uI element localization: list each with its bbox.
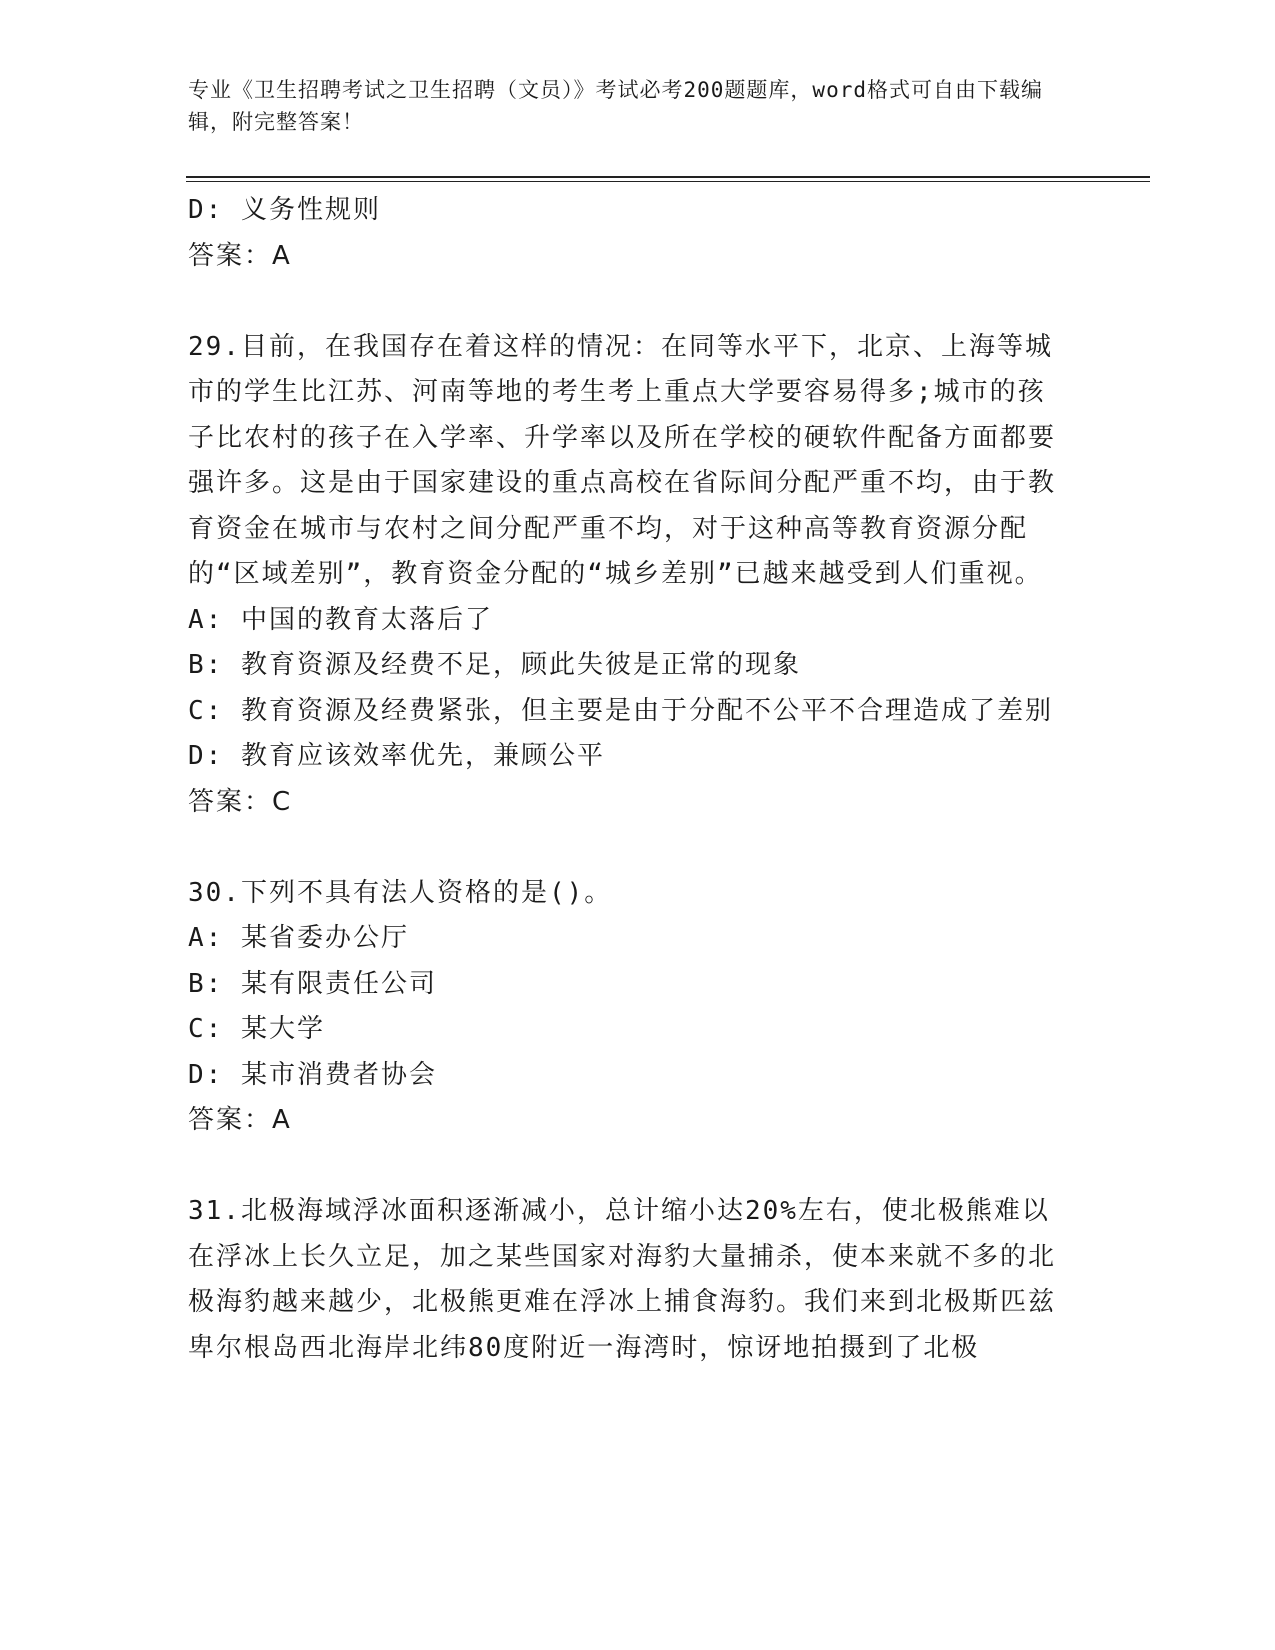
spacer: [188, 1144, 1068, 1190]
question-29-option-a: A: 中国的教育太落后了: [188, 604, 493, 635]
question-29-option-d: D: 教育应该效率优先，兼顾公平: [188, 741, 605, 771]
question-30-option-c: C: 某大学: [188, 1014, 325, 1044]
question-29-answer: 答案：C: [188, 786, 293, 817]
question-31-stem: 31.北极海域浮冰面积逐渐减小，总计缩小达20%左右，使北极熊难以在浮冰上长久立足，加之某些国家对海豹大量捕杀，使本来就不多的北极海豹越来越少，北极熊更难在浮冰上捕食海豹。我们来到北极斯匹兹卑尔根岛西北海岸北纬80度附近一海湾时，惊讶地拍摄到了北极: [188, 1196, 1057, 1363]
spacer: [188, 279, 1068, 325]
question-29-option-c: C: 教育资源及经费紧张，但主要是由于分配不公平不合理造成了差别: [188, 695, 1053, 726]
document-body: [188, 188, 1068, 1371]
question-29-stem: 29.目前，在我国存在着这样的情况：在同等水平下，北京、上海等城市的学生比江苏、河南等地的考生考上重点大学要容易得多;城市的孩子比农村的孩子在入学率、升学率以及所在学校的硬软件配备方面都要强许多。这是由于国家建设的重点高校在省际间分配严重不均，由于教育资金在城市与农村之间分配严重不均，对于这种高等教育资源分配的“区域差别”，教育资金分配的“城乡差别”已越来越受到人们重视。: [188, 331, 1057, 589]
header-divider-thick: [186, 176, 1150, 178]
document-header: 专业《卫生招聘考试之卫生招聘（文员）》考试必考200题题库，word格式可自由下载编辑，附完整答案！: [188, 78, 1043, 134]
question-30-answer: 答案：A: [188, 1105, 292, 1135]
question-30-option-d: D: 某市消费者协会: [188, 1059, 437, 1090]
spacer: [188, 825, 1068, 871]
question-30-option-a: A: 某省委办公厅: [188, 923, 409, 953]
prev-answer: 答案：A: [188, 240, 292, 271]
question-29-option-b: B: 教育资源及经费不足，顾此失彼是正常的现象: [188, 650, 801, 680]
prev-option-d: D: 义务性规则: [188, 195, 381, 225]
question-30-stem: 30.下列不具有法人资格的是()。: [188, 877, 613, 908]
header-divider-thin: [186, 181, 1150, 182]
question-30-option-b: B: 某有限责任公司: [188, 968, 437, 999]
